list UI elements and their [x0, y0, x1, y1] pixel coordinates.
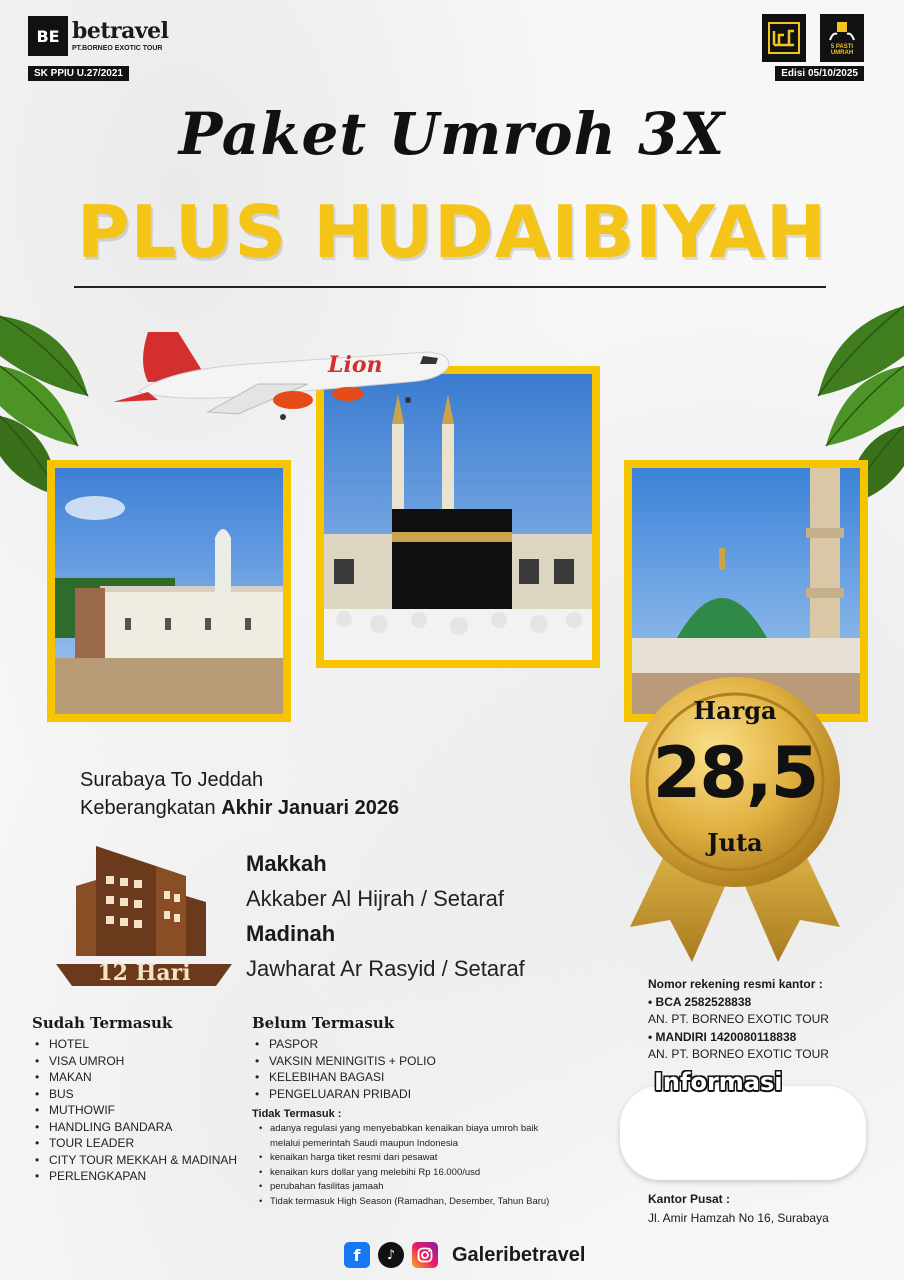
not-included-item: • Tidak termasuk High Season (Ramadhan, Desember, Tahun Baru) — [252, 1195, 562, 1210]
calligraphy-badge — [762, 14, 806, 62]
title-line-2: PLUS HUDAIBIYAH — [76, 190, 828, 274]
tiktok-icon[interactable]: ♪ — [378, 1242, 404, 1268]
header-badges — [762, 14, 864, 62]
route-info — [80, 766, 399, 822]
included-title: Sudah Termasuk — [32, 1014, 173, 1032]
calligraphy-icon — [767, 21, 801, 55]
departure-value: Akhir Januari 2026 — [221, 797, 400, 819]
bank-info — [648, 976, 829, 1064]
title-divider — [74, 286, 826, 288]
office-title: Kantor Pusat : — [648, 1192, 731, 1206]
excluded-item: • VAKSIN MENINGITIS + POLIO — [252, 1053, 562, 1070]
brand-mark: BE — [28, 16, 68, 56]
price-label-top: Harga — [693, 696, 777, 725]
edition-badge: Edisi 05/10/2025 — [775, 66, 864, 81]
included-section — [32, 1014, 237, 1185]
not-included-item: • kenaikan kurs dollar yang melebihi Rp 16.000/usd — [252, 1166, 562, 1181]
info-box — [620, 1086, 866, 1180]
hotel-info — [246, 846, 525, 986]
hudaibiyah-mosque-image — [55, 468, 283, 714]
makkah-hotel: Akkaber Al Hijrah / Setaraf — [246, 886, 505, 911]
bank-title: Nomor rekening resmi kantor : — [648, 977, 823, 991]
social-handle[interactable]: Galeribetravel — [452, 1243, 586, 1266]
photo-hudaibiyah-mosque — [47, 460, 291, 722]
included-item: • HOTEL — [32, 1036, 237, 1053]
brand-sub: PT.BORNEO EXOTIC TOUR — [72, 45, 163, 52]
madinah-city: Madinah — [246, 921, 336, 946]
duration-label: 12 Hari — [97, 960, 191, 986]
departure-label: Keberangkatan — [80, 797, 216, 819]
excluded-title: Belum Termasuk — [252, 1014, 395, 1032]
lion-air-plane-image — [108, 322, 458, 422]
bank-bca-holder: AN. PT. BORNEO EXOTIC TOUR — [648, 1012, 829, 1026]
kaaba-hands-icon — [827, 20, 857, 42]
bank-bca: • BCA 2582528838 — [648, 994, 752, 1009]
five-pasti-label: 5 PASTI UMRAH — [830, 44, 854, 56]
included-item: • HANDLING BANDARA — [32, 1119, 237, 1136]
social-bar — [344, 1242, 585, 1268]
info-title: Informasi — [654, 1068, 783, 1096]
included-item: • BUS — [32, 1086, 237, 1103]
route-line: Surabaya To Jeddah — [80, 769, 264, 791]
included-item: • TOUR LEADER — [32, 1135, 237, 1152]
madinah-hotel: Jawharat Ar Rasyid / Setaraf — [246, 956, 525, 981]
plane-livery-text: Lion — [328, 352, 383, 378]
five-pasti-badge — [820, 14, 864, 62]
included-item: • CITY TOUR MEKKAH & MADINAH — [32, 1152, 237, 1169]
departure-line — [80, 794, 399, 822]
office-info — [648, 1190, 829, 1228]
price-label-bottom: Juta — [707, 828, 763, 857]
brand-logo — [28, 16, 169, 56]
included-item: • PERLENGKAPAN — [32, 1168, 237, 1185]
price-value: 28,5 — [652, 732, 818, 814]
not-included-list — [252, 1122, 562, 1209]
not-included-item: • adanya regulasi yang menyebabkan kenaikan biaya umroh baik melalui pemerintah Saudi maupun Indonesia — [252, 1122, 562, 1151]
included-list — [32, 1036, 237, 1185]
included-item: • MUTHOWIF — [32, 1102, 237, 1119]
excluded-item: • KELEBIHAN BAGASI — [252, 1069, 562, 1086]
excluded-item: • PENGELUARAN PRIBADI — [252, 1086, 562, 1103]
license-badge: SK PPIU U.27/2021 — [28, 66, 129, 81]
excluded-item: • PASPOR — [252, 1036, 562, 1053]
bank-mandiri: • MANDIRI 1420080118838 — [648, 1029, 797, 1044]
included-item: • MAKAN — [32, 1069, 237, 1086]
office-address: Jl. Amir Hamzah No 16, Surabaya — [648, 1211, 829, 1225]
excluded-list — [252, 1036, 562, 1102]
title-line-1: Paket Umroh 3X — [178, 100, 726, 168]
makkah-city: Makkah — [246, 851, 327, 876]
facebook-icon[interactable]: f — [344, 1242, 370, 1268]
excluded-section — [252, 1014, 562, 1209]
not-included-title: Tidak Termasuk : — [252, 1108, 342, 1120]
not-included-item: • perubahan fasilitas jamaah — [252, 1180, 562, 1195]
brand-name: betravel — [72, 18, 169, 44]
not-included-item: • kenaikan harga tiket resmi dari pesawat — [252, 1151, 562, 1166]
bank-mandiri-holder: AN. PT. BORNEO EXOTIC TOUR — [648, 1047, 829, 1061]
instagram-icon[interactable] — [412, 1242, 438, 1268]
included-item: • VISA UMROH — [32, 1053, 237, 1070]
